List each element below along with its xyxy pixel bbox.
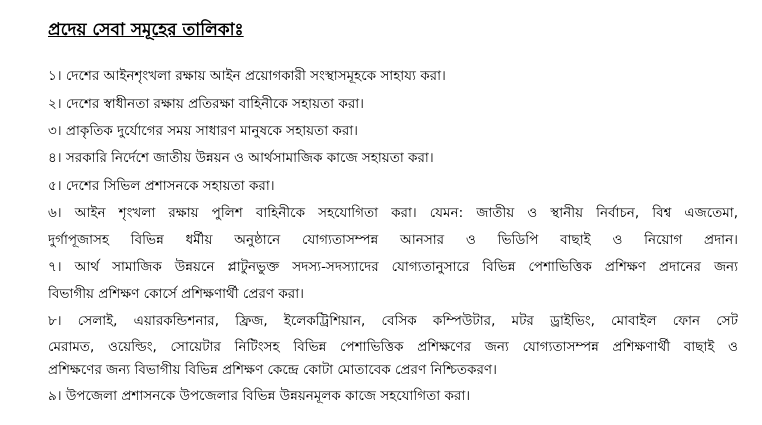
document-title: প্রদেয় সেবা সমূহের তালিকাঃ bbox=[48, 20, 244, 40]
list-item: ২। দেশের স্বাধীনতা রক্ষায় প্রতিরক্ষা বাহিনীকে সহায়তা করা। bbox=[48, 96, 364, 112]
list-item: ৮। সেলাই, এয়ারকন্ডিশনার, ফ্রিজ, ইলেকট্রিশিয়ান, বেসিক কম্পিউটার, মটর ড্রাইভিং, মোবাইল ফোন সেট bbox=[48, 313, 738, 329]
list-item-continuation: বিভাগীয় প্রশিক্ষণ কোর্সে প্রশিক্ষণার্থী প্রেরণ করা। bbox=[48, 286, 304, 302]
list-item: ৬। আইন শৃংখলা রক্ষায় পুলিশ বাহিনীকে সহযোগিতা করা। যেমন: জাতীয় ও স্থানীয় নির্বাচন, বিশ্ব এজতেমা, bbox=[48, 205, 738, 221]
list-item: ৩। প্রাকৃতিক দুর্যোগের সময় সাধারণ মানুষকে সহায়তা করা। bbox=[48, 123, 359, 139]
list-item-continuation: মেরামত, ওয়েল্ডিং, সোয়েটার নিটিংসহ বিভিন্ন পেশাভিত্তিক প্রশিক্ষণের জন্য যোগ্যতাসম্পন্ন প্রশিক্ষণার্থী বাছাই ও bbox=[48, 339, 738, 355]
list-item: ১। দেশের আইনশৃংখলা রক্ষায় আইন প্রয়োগকারী সংস্থাসমূহকে সাহায্য করা। bbox=[48, 68, 446, 84]
list-item: ৫। দেশের সিভিল প্রশাসনকে সহায়তা করা। bbox=[48, 178, 275, 194]
list-item-continuation: প্রশিক্ষণের জন্য বিভাগীয় বিভিন্ন প্রশিক্ষণ কেন্দ্রে কোটা মোতাবেক প্রেরণ নিশ্চিতকরণ। bbox=[48, 362, 497, 378]
list-item: ৭। আর্থ সামাজিক উন্নয়নে প্লাটুনভুক্ত সদস্য-সদস্যাদের যোগ্যতানুসারে বিভিন্ন পেশাভিত্তিক প্রশিক্ষণ প্রদানের জন্য bbox=[48, 259, 738, 275]
list-item: ৪। সরকারি নির্দেশে জাতীয় উন্নয়ন ও আর্থসামাজিক কাজে সহায়তা করা। bbox=[48, 150, 434, 166]
list-item-continuation: দুর্গাপূজাসহ বিভিন্ন ধর্মীয় অনুষ্ঠানে যোগ্যতাসম্পন্ন আনসার ও ভিডিপি বাছাই ও নিয়োগ প্রদান। bbox=[48, 232, 738, 248]
list-item: ৯। উপজেলা প্রশাসনকে উপজেলার বিভিন্ন উন্নয়নমূলক কাজে সহযোগিতা করা। bbox=[48, 388, 471, 404]
